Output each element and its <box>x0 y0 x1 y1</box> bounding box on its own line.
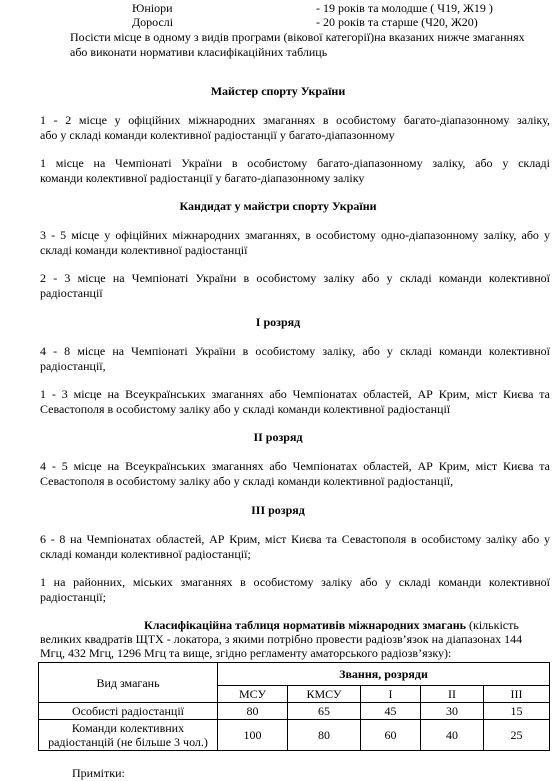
paragraph <box>40 156 550 186</box>
table-cell: Особисті радіостанції <box>39 703 218 720</box>
paragraph-line: радіостанції, <box>40 359 106 373</box>
intro-line: Посісти місце в одному з видів програми (вікової категорії)на вказаних нижче змаганнях <box>70 30 525 44</box>
paragraph-line: радіостанції; <box>40 590 106 604</box>
section-title-rank-1: І розряд <box>255 315 301 329</box>
paragraph-line: складі команди колективної радіостанції; <box>40 547 251 561</box>
section-title-master: Майстер спорту України <box>210 84 346 98</box>
paragraph <box>40 459 550 489</box>
paragraph-line: 3 - 5 місце у офіційних міжнародних змаганнях, в особистому одно-діапазонному заліку, або у <box>40 228 550 242</box>
paragraph-line: 1 на районних, міських змаганнях в особистому заліку або у складі команди колективної <box>40 575 550 589</box>
paragraph-line: команди колективної радіостанції у багато-діапазонному заліку <box>40 171 365 185</box>
age-group-name: Юніори <box>132 1 173 15</box>
table-cell: 60 <box>361 720 421 751</box>
paragraph <box>40 271 550 301</box>
table-cell: 80 <box>288 720 361 751</box>
paragraph <box>40 387 550 417</box>
table-header-cell: ІІ <box>421 686 484 703</box>
table-row <box>39 720 550 751</box>
table-header-cell: МСУ <box>218 686 288 703</box>
paragraph-line: 4 - 8 місце на Чемпіонаті України в особистому заліку, або у складі команди колективної <box>40 344 550 358</box>
table-header-cell: ІІІ <box>484 686 550 703</box>
table-header-row <box>39 663 550 686</box>
intro-line: або виконати нормативи класифікаційних таблиць <box>70 45 328 59</box>
table-cell-line: Команди колективних <box>71 721 185 735</box>
paragraph-line: Севастополя в особистому заліку або у складі команди колективної радіостанції <box>40 402 451 416</box>
table-row <box>39 703 550 720</box>
section-title-rank-3: ІІІ розряд <box>251 503 305 517</box>
table-header-cell: Вид змагань <box>39 663 218 703</box>
table-caption-line: великих квадратів ЩТХ - локатора, з якими потрібно провести радіозв’язок на діапазонах 144 <box>40 632 523 646</box>
table-header-cell: І <box>361 686 421 703</box>
table-cell: 40 <box>421 720 484 751</box>
paragraph <box>40 532 550 562</box>
table-cell: 65 <box>288 703 361 720</box>
table-caption-title: Класифікаційна таблиця нормативів міжнародних змагань <box>144 618 467 632</box>
paragraph <box>40 113 550 143</box>
notes-label: Примітки: <box>72 766 125 780</box>
paragraph <box>40 575 550 605</box>
norms-table <box>38 662 550 751</box>
paragraph-line: складі команди колективної радіостанції <box>40 243 248 257</box>
section-title-candidate: Кандидат у майстри спорту України <box>179 199 377 213</box>
paragraph-line: або у складі команди колективної радіостанції у багато-діапазонному <box>40 128 395 142</box>
age-group-rule: - 20 років та старше (Ч20, Ж20) <box>316 15 478 29</box>
table-cell-line: радіостанцій (не більше 3 чол.) <box>48 735 208 749</box>
age-group-rule: - 19 років та молодше ( Ч19, Ж19 ) <box>316 1 493 15</box>
paragraph-line: радіостанції <box>40 286 103 300</box>
table-caption-line: Мгц, 432 Мгц, 1296 Мгц та вище, згідно регламенту аматорського радіозв’язку): <box>40 646 452 660</box>
table-header-cell: КМСУ <box>288 686 361 703</box>
table-caption-line <box>144 618 519 633</box>
paragraph-line: 6 - 8 на Чемпіонатах областей, АР Крим, міст Києва та Севастополя в особистому заліку або у <box>40 532 550 546</box>
table-cell: 45 <box>361 703 421 720</box>
table-cell <box>39 720 218 751</box>
paragraph-line: Севастополя в особистому заліку або у складі команди колективної радіостанції, <box>40 474 454 488</box>
table-cell: 25 <box>484 720 550 751</box>
table-cell: 80 <box>218 703 288 720</box>
paragraph-line: 1 місце на Чемпіонаті України в особистому багато-діапазонному заліку, або у складі <box>40 156 550 170</box>
table-header-cell: Звання, розряди <box>218 663 550 686</box>
table-cell: 30 <box>421 703 484 720</box>
paragraph <box>40 344 550 374</box>
paragraph-line: 1 - 3 місце на Всеукраїнських змаганнях або Чемпіонатах областей, АР Крим, міст Києва та <box>40 387 550 401</box>
paragraph-line: 1 - 2 місце у офіційних міжнародних змаганнях в особистому багато-діапазонному заліку, <box>40 113 550 127</box>
paragraph <box>40 228 550 258</box>
age-group-name: Дорослі <box>132 15 174 29</box>
section-title-rank-2: ІІ розряд <box>253 430 303 444</box>
table-cell: 100 <box>218 720 288 751</box>
paragraph-line: 2 - 3 місце на Чемпіонаті України в особистому заліку або у складі команди колективної <box>40 271 550 285</box>
paragraph-line: 4 - 5 місце на Всеукраїнських змаганнях або Чемпіонатах областей, АР Крим, міст Києва та <box>40 459 550 473</box>
table-cell: 15 <box>484 703 550 720</box>
table-caption-rest: (кількість <box>466 618 519 632</box>
